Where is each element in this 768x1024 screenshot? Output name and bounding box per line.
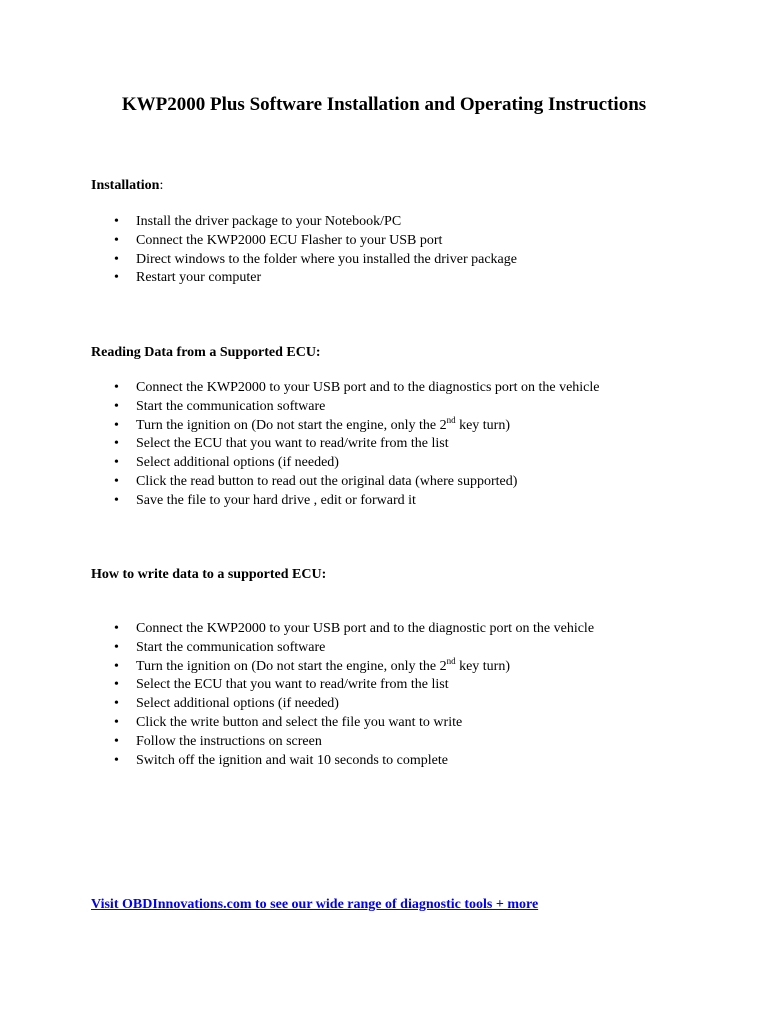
list-item-text: Select additional options (if needed) <box>136 455 339 471</box>
writing-list <box>91 620 594 770</box>
list-item <box>91 414 599 436</box>
bullet-icon: • <box>114 380 119 395</box>
reading-heading-label: Reading Data from a Supported ECU: <box>91 345 321 360</box>
list-item-text: Restart your computer <box>136 270 262 286</box>
obdinnovations-link[interactable]: Visit OBDInnovations.com to see our wide range of diagnostic tools + more <box>91 897 539 912</box>
ordinal-superscript: nd <box>446 655 456 666</box>
bullet-icon: • <box>114 455 119 471</box>
ordinal-superscript: nd <box>446 414 456 425</box>
reading-list <box>91 379 599 511</box>
installation-list <box>91 213 517 288</box>
list-item-text: Turn the ignition on (Do not start the engine, only the 2 <box>136 658 447 674</box>
bullet-icon: • <box>114 677 119 693</box>
list-item-text: Click the read button to read out the original data (where supported) <box>136 473 518 489</box>
list-item <box>91 473 599 492</box>
writing-heading-label: How to write data to a supported ECU: <box>91 567 327 582</box>
list-item-text: Switch off the ignition and wait 10 seconds to complete <box>136 752 448 768</box>
list-item-text-suffix: key turn) <box>455 658 511 674</box>
bullet-icon: • <box>114 232 119 248</box>
installation-heading-colon: : <box>159 178 164 193</box>
list-item <box>91 435 599 454</box>
bullet-icon: • <box>114 251 119 267</box>
list-item-text: Follow the instructions on screen <box>136 733 322 749</box>
list-item <box>91 639 594 658</box>
list-item-text: Connect the KWP2000 to your USB port and to the diagnostics port on the vehicle <box>136 380 600 395</box>
list-item <box>91 454 599 473</box>
writing-heading <box>91 566 326 584</box>
bullet-icon: • <box>114 270 119 286</box>
bullet-icon: • <box>114 473 119 489</box>
list-item-text: Turn the ignition on (Do not start the engine, only the 2 <box>136 417 447 433</box>
list-item-text: Connect the KWP2000 to your USB port and to the diagnostic port on the vehicle <box>136 621 595 636</box>
reading-heading <box>91 344 321 362</box>
list-item-text: Select additional options (if needed) <box>136 696 339 712</box>
bullet-icon: • <box>114 733 119 749</box>
list-item-text: Save the file to your hard drive , edit or forward it <box>136 492 416 508</box>
list-item-text-suffix: key turn) <box>455 417 511 433</box>
list-item <box>91 714 594 733</box>
list-item <box>91 620 594 639</box>
bullet-icon: • <box>114 658 119 674</box>
list-item-text: Direct windows to the folder where you installed the driver package <box>136 251 517 267</box>
list-item <box>91 379 599 398</box>
list-item <box>91 752 594 771</box>
list-item <box>91 398 599 417</box>
list-item <box>91 251 517 270</box>
installation-heading <box>91 177 163 195</box>
bullet-icon: • <box>114 752 119 768</box>
bullet-icon: • <box>114 714 119 730</box>
list-item <box>91 232 517 251</box>
list-item-text: Install the driver package to your Notebook/PC <box>136 214 402 229</box>
list-item-text: Start the communication software <box>136 398 326 414</box>
list-item <box>91 492 599 511</box>
bullet-icon: • <box>114 436 119 452</box>
list-item <box>91 269 517 288</box>
bullet-icon: • <box>114 492 119 508</box>
list-item-text: Connect the KWP2000 ECU Flasher to your USB port <box>136 232 443 248</box>
bullet-icon: • <box>114 417 119 433</box>
page-title: KWP2000 Plus Software Installation and Operating Instructions <box>121 94 647 115</box>
list-item-text: Select the ECU that you want to read/write from the list <box>136 436 449 452</box>
installation-heading-label: Installation <box>91 178 160 193</box>
bullet-icon: • <box>114 398 119 414</box>
bullet-icon: • <box>114 214 119 229</box>
list-item-text: Start the communication software <box>136 639 326 655</box>
list-item-text: Click the write button and select the file you want to write <box>136 714 463 730</box>
list-item <box>91 213 517 232</box>
bullet-icon: • <box>114 696 119 712</box>
bullet-icon: • <box>114 639 119 655</box>
list-item <box>91 655 594 677</box>
list-item-text: Select the ECU that you want to read/write from the list <box>136 677 449 693</box>
bullet-icon: • <box>114 621 119 636</box>
list-item <box>91 695 594 714</box>
list-item <box>91 676 594 695</box>
list-item <box>91 733 594 752</box>
